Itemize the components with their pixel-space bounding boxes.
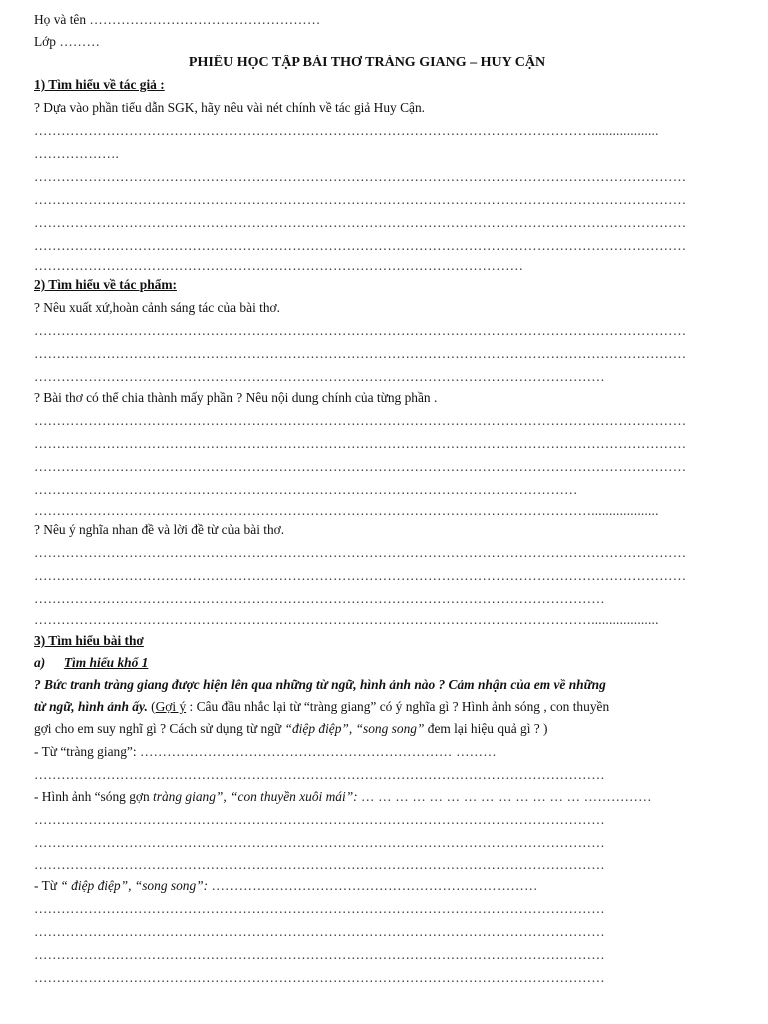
answer-line[interactable]: ……………………………………………………………………………………………………………… [34, 767, 605, 782]
hint-text-2c: đem lại hiệu quả gì ? ) [427, 721, 548, 736]
section-3-heading: 3) Tìm hiểu bài thơ [34, 633, 144, 648]
answer-line[interactable]: ……………………………………………………………………………………………………………………………… [34, 436, 687, 451]
item-trang-giang [34, 744, 497, 760]
name-line [34, 12, 320, 28]
page-title: PHIẾU HỌC TẬP BÀI THƠ TRÀNG GIANG – HUY CẬN [188, 55, 546, 70]
answer-line[interactable]: ……………………………………………………………………………………………………………………………… [34, 413, 687, 428]
class-label: Lớp [34, 34, 56, 49]
answer-line[interactable]: ……………………………………………………………………………………………… [34, 258, 524, 273]
answer-line[interactable]: ……………………………………………………………………………………………………………………………… [34, 215, 687, 230]
section-2-question-3: ? Nêu ý nghĩa nhan đề và lời đề từ của bài thơ. [34, 522, 285, 537]
item-3-dots[interactable]: ……………………………………………………………… [211, 878, 538, 893]
khổ-1-question-line-2 [34, 699, 609, 715]
hint-text-2a: gợi cho em suy nghĩ gì ? Cách sử dụng từ ngữ [34, 721, 282, 736]
item-2-dots[interactable]: … … … … … … … … … … … … … …………… [360, 789, 652, 804]
question-end: từ ngữ, hình ảnh ấy. [34, 699, 148, 714]
hint-text-2b: “điệp điệp”, “song song” [284, 721, 425, 736]
answer-line[interactable]: ……………………………………………………………………………………………………………................... [34, 503, 659, 518]
answer-line[interactable]: ……………………………………………………………………………………………………………................... [34, 123, 659, 138]
answer-line[interactable]: ……………………………………………………………………………………………………………… [34, 901, 605, 916]
answer-line[interactable]: ………………………………………………………………………………………………………… [34, 482, 578, 497]
sub-a-title: Tìm hiểu khổ 1 [63, 655, 149, 670]
section-1-heading: 1) Tìm hiểu về tác giả : [34, 77, 165, 92]
hint-label: Gợi ý [155, 699, 187, 714]
section-1-question: ? Dựa vào phần tiểu dẫn SGK, hãy nêu vài nét chính về tác giả Huy Cận. [34, 100, 426, 115]
section-2-heading: 2) Tìm hiểu về tác phẩm: [34, 277, 177, 292]
item-3-label-b: “ điệp điệp”, “song song”: [60, 878, 209, 893]
section-2-question-2: ? Bài thơ có thể chia thành mấy phần ? Nêu nội dung chính của từng phần . [34, 390, 438, 405]
class-dots[interactable]: ……… [59, 34, 101, 49]
answer-line[interactable]: ……………………………………………………………………………………………………………… [34, 591, 605, 606]
item-2-label-b: tràng giang”, “con thuyền xuôi mái”: [153, 789, 358, 804]
answer-line[interactable]: ……………………………………………………………………………………………………………………………… [34, 323, 687, 338]
answer-line[interactable]: ……………………………………………………………………………………………………………… [34, 924, 605, 939]
answer-line[interactable]: ……………………………………………………………………………………………………………… [34, 947, 605, 962]
answer-line[interactable]: ……………………………………………………………………………………………………………………………… [34, 459, 687, 474]
item-diep-diep [34, 878, 538, 894]
answer-line[interactable]: ……………………………………………………………………………………………………………… [34, 369, 605, 384]
class-line [34, 34, 100, 50]
answer-line[interactable]: ……………………………………………………………………………………………………………………………… [34, 238, 687, 253]
section-2-question-1: ? Nêu xuất xứ,hoàn cảnh sáng tác của bài thơ. [34, 300, 280, 315]
name-dots[interactable]: …………………………………………… [89, 12, 321, 27]
hint-text-1: : Câu đầu nhắc lại từ “tràng giang” có ý nghĩa gì ? Hình ảnh sóng , con thuyền [189, 699, 610, 714]
item-3-label-a: - Từ [34, 878, 58, 893]
name-label: Họ và tên [34, 12, 87, 27]
answer-line[interactable]: ……………………………………………………………………………………………………………… [34, 857, 605, 872]
sub-a-label: a) [34, 655, 46, 670]
item-2-label-a: - Hình ảnh “sóng gợn [34, 789, 150, 804]
answer-line[interactable]: ……………………………………………………………………………………………………………................... [34, 612, 659, 627]
answer-line[interactable]: ……………………………………………………………………………………………………………………………… [34, 545, 687, 560]
item-1-label: - Từ “tràng giang”: [34, 744, 137, 759]
hint-open: ( [151, 699, 156, 714]
khổ-1-question-line-1: ? Bức tranh tràng giang được hiện lên qua những từ ngữ, hình ảnh nào ? Cảm nhận của em về những [34, 677, 606, 692]
answer-line[interactable]: ……………………………………………………………………………………………………………………………… [34, 568, 687, 583]
item-song-thuyen [34, 789, 652, 805]
sub-a-heading [34, 655, 148, 671]
answer-line[interactable]: ……………………………………………………………………………………………………………… [34, 970, 605, 985]
answer-line[interactable]: ……………………………………………………………………………………………………………………………… [34, 346, 687, 361]
answer-line[interactable]: ……………………………………………………………………………………………………………… [34, 835, 605, 850]
hint-line-2 [34, 721, 548, 737]
answer-line[interactable]: ……………………………………………………………………………………………………………… [34, 812, 605, 827]
item-1-dots[interactable]: …………………………………………………………… ……… [139, 744, 497, 759]
answer-line[interactable]: ……………………………………………………………………………………………………………………………… [34, 192, 687, 207]
answer-line[interactable]: ………………. [34, 146, 120, 161]
answer-line[interactable]: ……………………………………………………………………………………………………………………………… [34, 169, 687, 184]
